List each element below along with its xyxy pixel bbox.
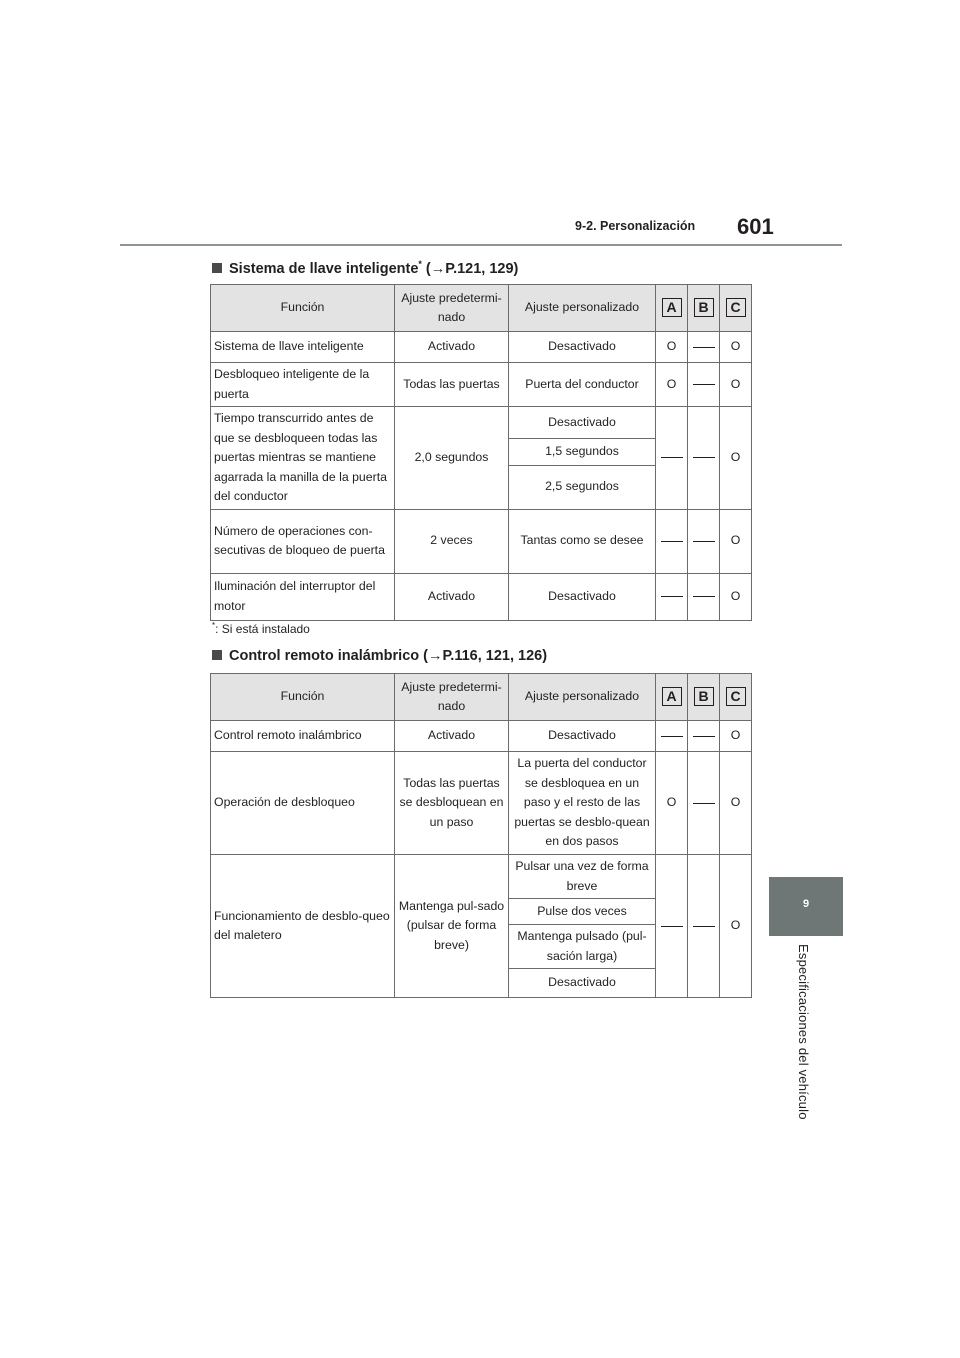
cell-personalizado: Pulsar una vez de forma breve xyxy=(509,855,656,899)
cell-c: O xyxy=(720,332,752,363)
cell-predeterminado: 2,0 segundos xyxy=(395,407,509,510)
cell-a xyxy=(656,573,688,620)
dash-mark xyxy=(661,541,683,542)
cell-b xyxy=(688,509,720,573)
cell-predeterminado: Activado xyxy=(395,721,509,752)
cell-b xyxy=(688,363,720,407)
cell-funcion: Sistema de llave inteligente xyxy=(211,332,395,363)
chapter-caption: Especificaciones del vehículo xyxy=(796,944,811,1120)
dash-mark xyxy=(661,926,683,927)
heading-square-icon xyxy=(212,650,222,660)
footnote xyxy=(212,621,310,636)
col-header: Ajuste personalizado xyxy=(509,674,656,721)
col-header-c: C xyxy=(720,674,752,721)
chapter-tab xyxy=(769,877,843,936)
section1-table xyxy=(210,284,752,621)
table-row xyxy=(211,332,752,363)
section1-ref: (→P.121, 129) xyxy=(421,260,519,277)
cell-b xyxy=(688,407,720,510)
col-header-a: A xyxy=(656,674,688,721)
cell-predeterminado: Todas las puertas se desbloquean en un paso xyxy=(395,752,509,855)
cell-c: O xyxy=(720,855,752,998)
section1-title-sup: * xyxy=(418,259,422,269)
cell-a xyxy=(656,721,688,752)
section1-title: Sistema de llave inteligente xyxy=(229,260,419,277)
table-row xyxy=(211,407,752,439)
cell-personalizado: 1,5 segundos xyxy=(509,439,656,465)
section1-heading xyxy=(212,259,518,277)
dash-mark xyxy=(693,347,715,348)
section2-ref: (→P.116, 121, 126) xyxy=(419,648,548,664)
cell-funcion: Iluminación del interruptor del motor xyxy=(211,573,395,620)
table-row xyxy=(211,752,752,855)
cell-c: O xyxy=(720,509,752,573)
section2-title: Control remoto inalámbrico xyxy=(229,648,420,664)
cell-c: O xyxy=(720,721,752,752)
dash-mark xyxy=(693,541,715,542)
cell-c: O xyxy=(720,752,752,855)
dash-mark xyxy=(693,736,715,737)
col-header: Ajuste predetermi-nado xyxy=(395,285,509,332)
dash-mark xyxy=(661,596,683,597)
table-row xyxy=(211,363,752,407)
cell-b xyxy=(688,855,720,998)
table-header-row xyxy=(211,674,752,721)
dash-mark xyxy=(693,384,715,385)
cell-predeterminado: Todas las puertas xyxy=(395,363,509,407)
dash-mark xyxy=(661,457,683,458)
col-header: Función xyxy=(211,674,395,721)
col-header: Ajuste predetermi-nado xyxy=(395,674,509,721)
page-number: 601 xyxy=(737,214,774,239)
cell-personalizado: Desactivado xyxy=(509,332,656,363)
col-header: Función xyxy=(211,285,395,332)
col-header-c: C xyxy=(720,285,752,332)
cell-predeterminado: Activado xyxy=(395,573,509,620)
col-header: Ajuste personalizado xyxy=(509,285,656,332)
table-row xyxy=(211,721,752,752)
cell-c: O xyxy=(720,573,752,620)
cell-personalizado: Desactivado xyxy=(509,721,656,752)
cell-c: O xyxy=(720,407,752,510)
footnote-text: : Si está instalado xyxy=(215,622,310,636)
table-row xyxy=(211,855,752,899)
section2-table xyxy=(210,673,752,998)
table-row xyxy=(211,509,752,573)
chapter-tab-number: 9 xyxy=(802,898,810,910)
cell-a xyxy=(656,855,688,998)
cell-funcion: Operación de desbloqueo xyxy=(211,752,395,855)
col-header-a: A xyxy=(656,285,688,332)
cell-personalizado: Puerta del conductor xyxy=(509,363,656,407)
cell-b xyxy=(688,752,720,855)
cell-personalizado: Desactivado xyxy=(509,573,656,620)
cell-personalizado: Tantas como se desee xyxy=(509,509,656,573)
cell-a xyxy=(656,407,688,510)
cell-predeterminado: Activado xyxy=(395,332,509,363)
dash-mark xyxy=(693,457,715,458)
cell-personalizado: Mantenga pulsado (pul-sación larga) xyxy=(509,925,656,969)
table-row xyxy=(211,573,752,620)
col-header-b: B xyxy=(688,674,720,721)
header-rule xyxy=(120,244,842,246)
section2-heading xyxy=(212,648,547,664)
cell-personalizado: Pulse dos veces xyxy=(509,899,656,925)
col-header-b: B xyxy=(688,285,720,332)
cell-b xyxy=(688,332,720,363)
heading-square-icon xyxy=(212,263,222,273)
cell-funcion: Tiempo transcurrido antes de que se desbloqueen todas las puertas mientras se mantiene agarrada la manilla de la puerta del conductor xyxy=(211,407,395,510)
cell-funcion: Desbloqueo inteligente de la puerta xyxy=(211,363,395,407)
footnote-mark: * xyxy=(212,621,216,630)
dash-mark xyxy=(693,596,715,597)
cell-personalizado: Desactivado xyxy=(509,969,656,998)
cell-a: O xyxy=(656,332,688,363)
cell-a: O xyxy=(656,363,688,407)
cell-personalizado: Desactivado xyxy=(509,407,656,439)
cell-a xyxy=(656,509,688,573)
cell-funcion: Funcionamiento de desblo-queo del maletero xyxy=(211,855,395,998)
dash-mark xyxy=(661,736,683,737)
cell-funcion: Número de operaciones con-secutivas de bloqueo de puerta xyxy=(211,509,395,573)
cell-c: O xyxy=(720,363,752,407)
cell-b xyxy=(688,573,720,620)
dash-mark xyxy=(693,803,715,804)
cell-a: O xyxy=(656,752,688,855)
cell-personalizado: 2,5 segundos xyxy=(509,465,656,509)
table-header-row xyxy=(211,285,752,332)
dash-mark xyxy=(693,926,715,927)
cell-predeterminado: Mantenga pul-sado (pulsar de forma breve) xyxy=(395,855,509,998)
cell-b xyxy=(688,721,720,752)
cell-personalizado: La puerta del conductor se desbloquea en un paso y el resto de las puertas se desblo-quean en dos pasos xyxy=(509,752,656,855)
cell-predeterminado: 2 veces xyxy=(395,509,509,573)
cell-funcion: Control remoto inalámbrico xyxy=(211,721,395,752)
section-header: 9-2. Personalización xyxy=(575,219,696,233)
